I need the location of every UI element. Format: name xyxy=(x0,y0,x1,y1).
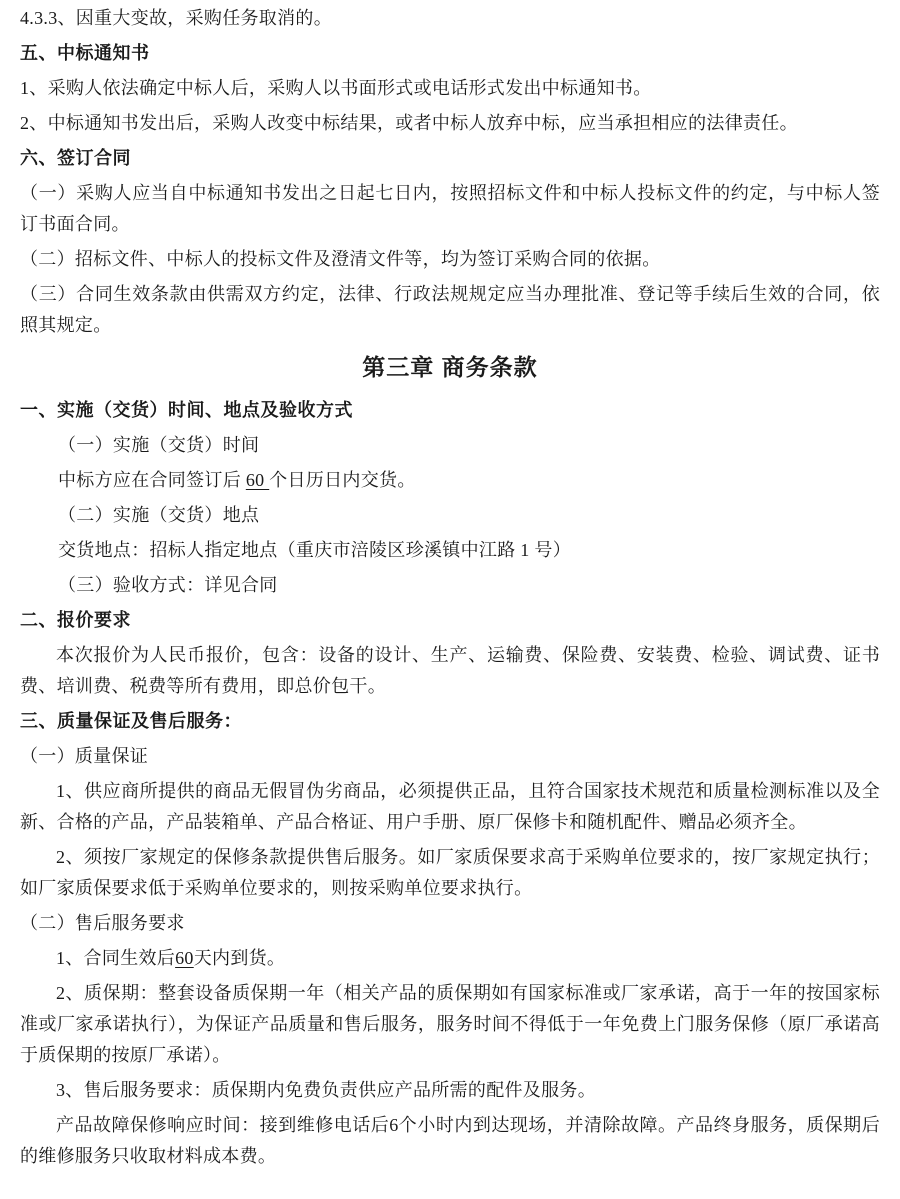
underlined-value: 60 xyxy=(175,948,194,968)
paragraph: 1、采购人依法确定中标人后，采购人以书面形式或电话形式发出中标通知书。 xyxy=(20,78,652,98)
text-segment: 个日历日内交货。 xyxy=(269,470,416,490)
paragraph xyxy=(20,465,880,496)
paragraph: （一）质量保证 xyxy=(20,746,149,766)
paragraph: 4.3.3、因重大变故，采购任务取消的。 xyxy=(20,8,332,28)
section-heading: 五、中标通知书 xyxy=(20,43,150,63)
paragraph: 2、须按厂家规定的保修条款提供售后服务。如厂家质保要求高于采购单位要求的，按厂家规定执行；如厂家质保要求低于采购单位要求的，则按采购单位要求执行。 xyxy=(20,847,880,898)
section-heading: 六、签订合同 xyxy=(20,148,131,168)
paragraph xyxy=(20,943,880,974)
underlined-value: 60 xyxy=(245,470,270,490)
paragraph: 产品故障保修响应时间：接到维修电话后6个小时内到达现场，并清除故障。产品终身服务，质保期后的维修服务只收取材料成本费。 xyxy=(20,1115,880,1166)
section-heading: 三、质量保证及售后服务： xyxy=(20,711,242,731)
chapter-title: 第三章 商务条款 xyxy=(362,354,538,380)
paragraph: （二）招标文件、中标人的投标文件及澄清文件等，均为签订采购合同的依据。 xyxy=(20,249,661,269)
paragraph: （一）采购人应当自中标通知书发出之日起七日内，按照招标文件和中标人投标文件的约定，与中标人签订书面合同。 xyxy=(20,183,880,234)
paragraph: （三）验收方式：详见合同 xyxy=(58,575,278,595)
paragraph: 本次报价为人民币报价，包含：设备的设计、生产、运输费、保险费、安装费、检验、调试费、证书费、培训费、税费等所有费用，即总价包干。 xyxy=(20,645,880,696)
paragraph: （二）售后服务要求 xyxy=(20,913,185,933)
paragraph: 1、供应商所提供的商品无假冒伪劣商品，必须提供正品，且符合国家技术规范和质量检测标准以及全新、合格的产品，产品装箱单、产品合格证、用户手册、原厂保修卡和随机配件、赠品必须齐全。 xyxy=(20,781,880,832)
section-heading: 二、报价要求 xyxy=(20,610,131,630)
paragraph: （一）实施（交货）时间 xyxy=(58,435,260,455)
paragraph: 3、售后服务要求：质保期内免费负责供应产品所需的配件及服务。 xyxy=(56,1080,596,1100)
paragraph: 2、中标通知书发出后，采购人改变中标结果，或者中标人放弃中标，应当承担相应的法律责任。 xyxy=(20,113,798,133)
section-heading: 一、实施（交货）时间、地点及验收方式 xyxy=(20,400,353,420)
text-segment: 1、合同生效后 xyxy=(56,948,176,968)
paragraph: 交货地点：招标人指定地点（重庆市涪陵区珍溪镇中江路 1 号） xyxy=(58,540,571,560)
text-segment: 中标方应在合同签订后 xyxy=(58,470,246,490)
text-segment: 天内到货。 xyxy=(193,948,286,968)
paragraph: （二）实施（交货）地点 xyxy=(58,505,260,525)
paragraph: 2、质保期：整套设备质保期一年（相关产品的质保期如有国家标准或厂家承诺，高于一年的按国家标准或厂家承诺执行），为保证产品质量和售后服务，服务时间不得低于一年免费上门服务保修（原厂承诺高于质保期的按原厂承诺）。 xyxy=(20,983,880,1065)
paragraph: （三）合同生效条款由供需双方约定，法律、行政法规规定应当办理批准、登记等手续后生效的合同，依照其规定。 xyxy=(20,284,880,335)
